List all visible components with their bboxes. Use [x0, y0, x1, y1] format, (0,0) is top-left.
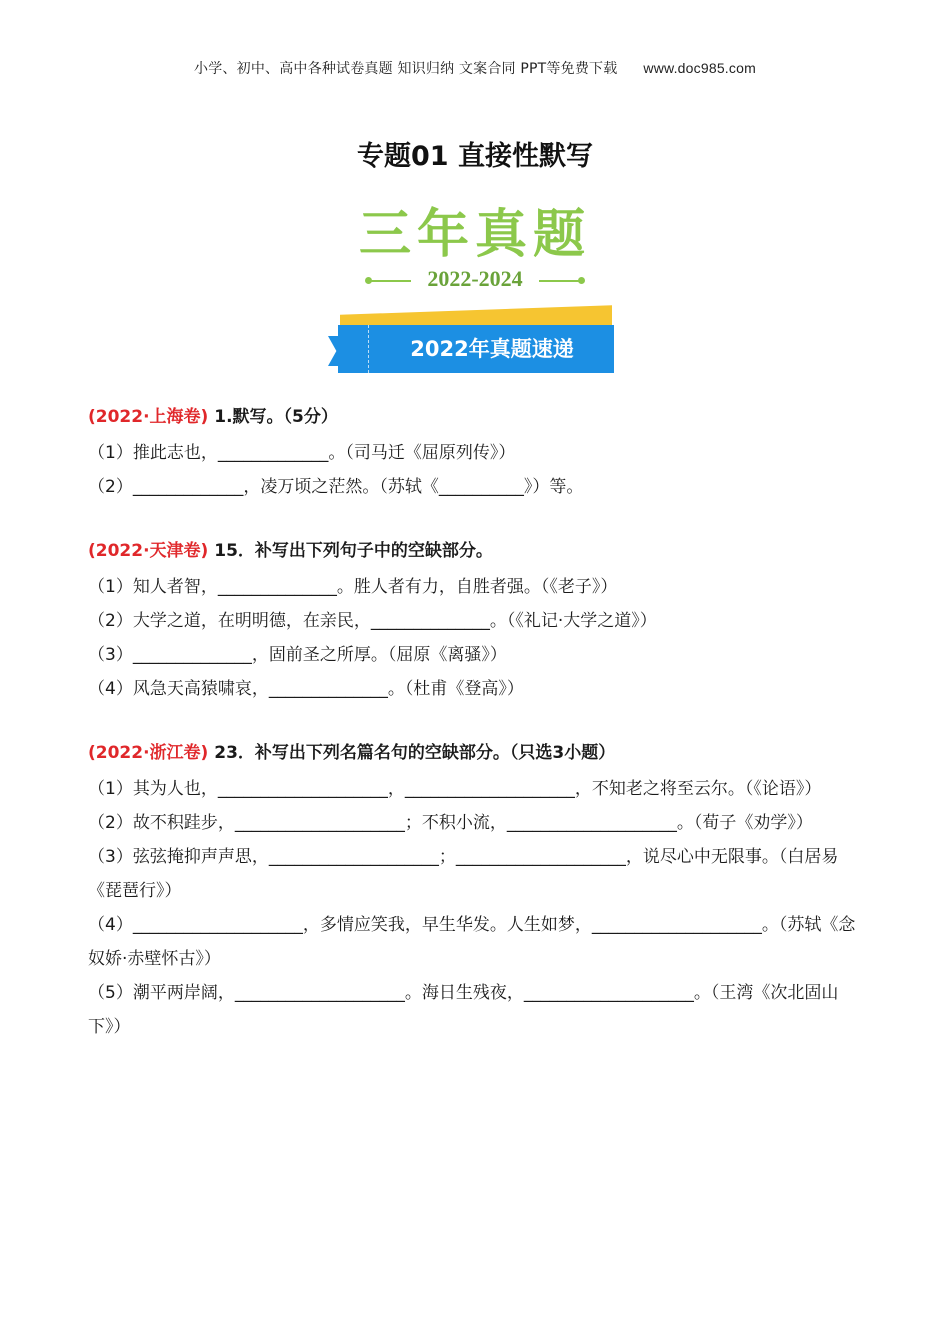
question-item: （4）____________________，多情应笑我，早生华发。人生如梦，____________________。（苏轼《念奴娇·赤壁怀古》）: [88, 915, 856, 969]
question-item: （1）其为人也，____________________，____________________，不知老之将至云尔。（《论语》）: [88, 779, 822, 799]
question-source: (2022·上海卷): [88, 407, 209, 427]
section-badge: [328, 308, 618, 374]
document-title: 专题01 直接性默写: [357, 141, 593, 172]
question-source: (2022·天津卷): [88, 541, 209, 561]
question-item: （3）弦弦掩抑声声思，____________________；____________________，说尽心中无限事。（白居易《琵琶行》）: [88, 847, 839, 901]
section-label: 2022年真题速递: [368, 325, 615, 373]
question-block-shanghai: [88, 400, 868, 504]
question-stem: 23．补写出下列名篇名句的空缺部分。（只选3小题）: [214, 743, 616, 763]
question-heading: [88, 736, 868, 770]
question-item: （2）故不积跬步，____________________；不积小流，____________________。（荀子《劝学》）: [88, 813, 813, 833]
header-url[interactable]: www.doc985.com: [643, 60, 756, 76]
header-text: 小学、初中、高中各种试卷真题 知识归纳 文案合同 PPT等免费下载: [194, 61, 618, 77]
question-item: （2）_____________，凌万顷之茫然。（苏轼《__________》）等。: [88, 477, 584, 497]
question-stem: 1.默写。（5分）: [214, 407, 338, 427]
page-header: [0, 58, 950, 78]
question-item: （2）大学之道，在明明德，在亲民，______________。（《礼记·大学之道》）: [88, 611, 657, 631]
question-source: (2022·浙江卷): [88, 743, 209, 763]
question-stem: 15．补写出下列句子中的空缺部分。: [214, 541, 493, 561]
question-block-tianjin: [88, 534, 868, 706]
question-heading: [88, 400, 868, 434]
question-item: （4）风急天高猿啸哀，______________。（杜甫《登高》）: [88, 679, 524, 699]
years-label: 2022-2024: [427, 266, 523, 291]
question-block-zhejiang: [88, 736, 868, 1044]
question-item: （1）推此志也，_____________。（司马迁《屈原列传》）: [88, 443, 516, 463]
question-list: [88, 400, 868, 1074]
question-heading: [88, 534, 868, 568]
question-item: （3）______________，固前圣之所厚。（屈原《离骚》）: [88, 645, 507, 665]
years-divider: [365, 266, 585, 294]
question-item: （5）潮平两岸阔，____________________。海日生残夜，____________________。（王湾《次北固山下》）: [88, 983, 839, 1037]
divider-line-right: [539, 280, 579, 282]
question-item: （1）知人者智，______________。胜人者有力，自胜者强。（《老子》）: [88, 577, 618, 597]
divider-dot-right: [578, 277, 585, 284]
banner-title: 三年真题: [358, 205, 591, 265]
